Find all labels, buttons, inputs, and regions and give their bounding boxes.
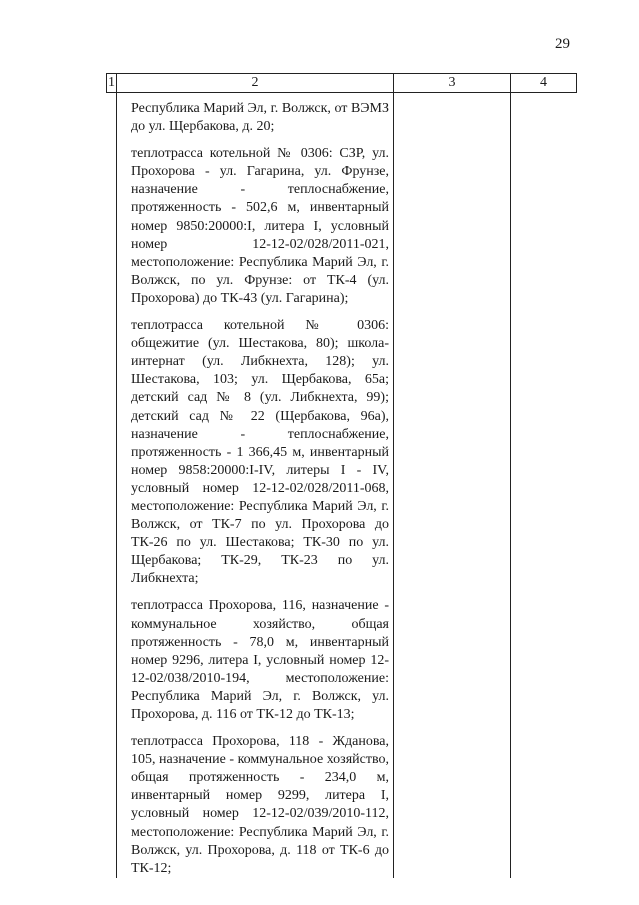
- entry-text: теплотрасса котельной № 0306: общежитие (ул. Шестакова, 80); школа-интернат (ул. Либкнехта, 128); ул. Шестакова, 103; ул. Щербакова, 65а; детский сад № 8 (ул. Либкнехта, 99); детский сад № 22 (Щербакова, 96а), назначение - теплоснабжение, протяженность - 1 366,45 м, инвентарный номер 9858:20000:I-IV, литеры I - IV, условный номер 12-12-02/028/2011-068, местоположение: Республика Марий Эл, г. Волжск, от ТК-7 по ул. Прохорова до ТК-26 по ул. Шестакова; ТК-30 по ул. Щербакова; ТК-29, ТК-23 по ул. Либкнехта;: [131, 318, 389, 587]
- column-header-1: 1: [107, 74, 117, 93]
- page-number: 29: [555, 36, 570, 52]
- entry-text: теплотрасса Прохорова, 118 - Жданова, 105, назначение - коммунальное хозяйство, общая протяженность - 234,0 м, инвентарный номер 9299, литера I, условный номер 12-12-02/039/2010-112, местоположение: Республика Марий Эл, г. Волжск, ул. Прохорова, д. 118 от ТК-6 до ТК-12;: [131, 734, 389, 876]
- table-header-row: [107, 74, 577, 93]
- entry-text: теплотрасса котельной № 0306: СЗР, ул. Прохорова - ул. Гагарина, ул. Фрунзе, назначение - теплоснабжение, протяженность - 502,6 м, инвентарный номер 9850:20000:I, литера I, условный номер 12-12-02/028/2011-021, местоположение: Республика Марий Эл, г. Волжск, по ул. Фрунзе: от ТК-4 (ул. Прохорова) до ТК-43 (ул. Гагарина);: [131, 146, 389, 306]
- column-header-2: 2: [117, 74, 394, 93]
- column-header-4: 4: [511, 74, 577, 93]
- column-4-cell: [511, 93, 577, 878]
- entry-text: Республика Марий Эл, г. Волжск, от ВЭМЗ до ул. Щербакова, д. 20;: [131, 101, 389, 135]
- document-table: [106, 73, 577, 878]
- column-2-cell: [117, 93, 394, 878]
- column-3-cell: [394, 93, 511, 878]
- column-header-3: 3: [394, 74, 511, 93]
- column-1-cell: [107, 93, 117, 878]
- table-row: [107, 93, 577, 878]
- entry-text: теплотрасса Прохорова, 116, назначение - коммунальное хозяйство, общая протяженность - 78,0 м, инвентарный номер 9296, литера I, условный номер 12-12-02/038/2010-194, местоположение: Республика Марий Эл, г. Волжск, ул. Прохорова, д. 116 от ТК-12 до ТК-13;: [131, 598, 389, 722]
